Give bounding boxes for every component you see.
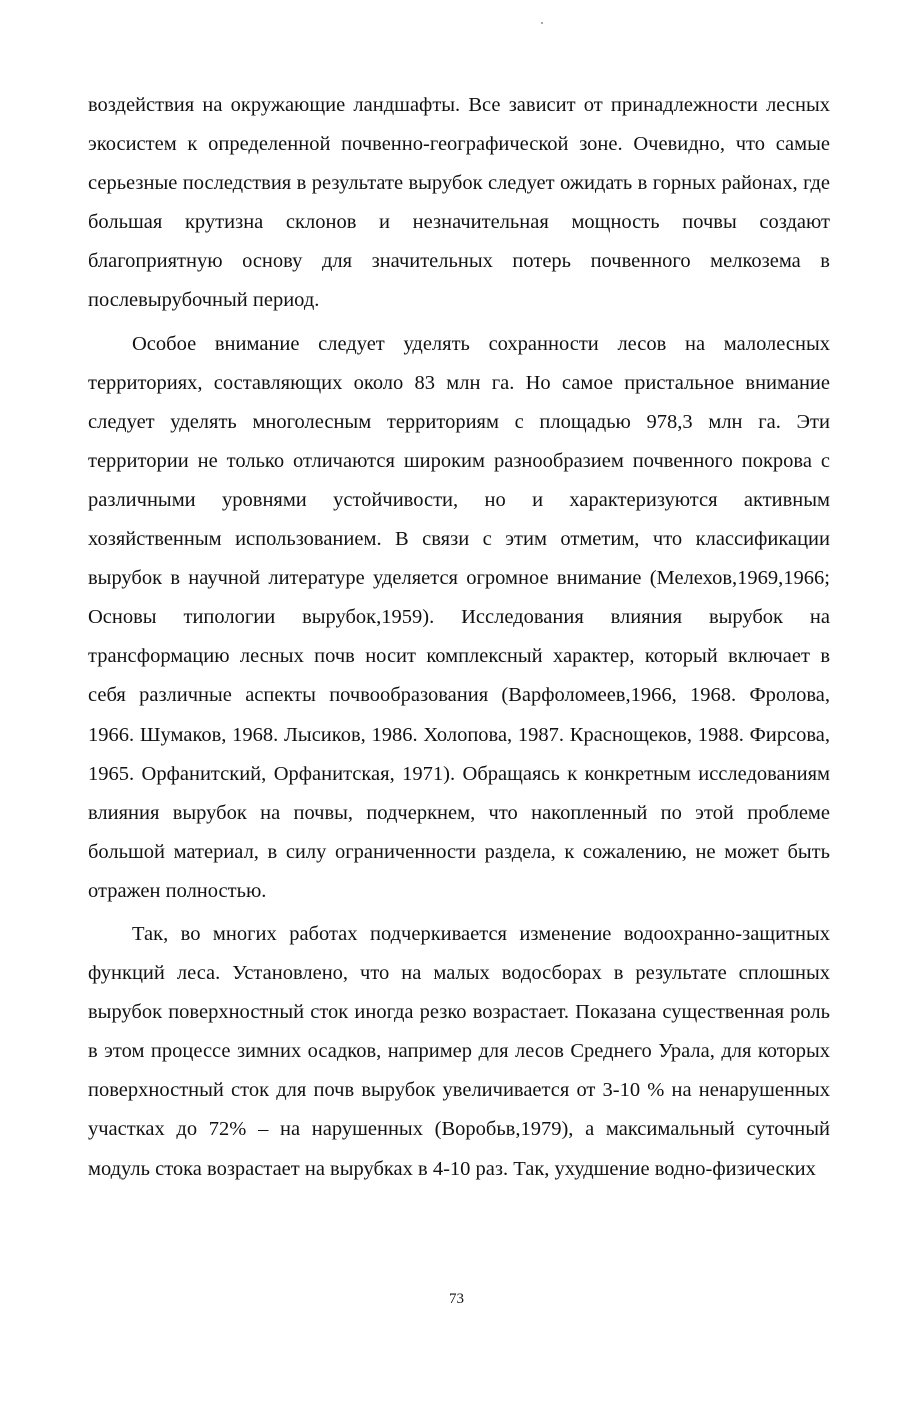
paragraph-3: Так, во многих работах подчеркивается изменение водоохранно-защитных функций леса. Установлено, что на малых водосборах в результате сплошных вырубок поверхностный сток иногда резко возрастает. Показана существенная роль в этом процессе зимних осадков, например для лесов Среднего Урала, для которых поверхностный сток для почв вырубок увеличивается от 3-10 % на ненарушенных участках до 72% – на нарушенных (Воробьв,1979), а максимальный суточный модуль стока возрастает на вырубках в 4-10 раз. Так, ухудшение водно-физических: [88, 922, 830, 1180]
paragraph-2: Особое внимание следует уделять сохранности лесов на малолесных территориях, составляющих около 83 млн га. Но самое пристальное внимание следует уделять многолесным территориям с площадью 978,3 млн га. Эти территории не только отличаются широким разнообразием почвенного покрова с различными уровнями устойчивости, но и характеризуются активным хозяйственным использованием. В связи с этим отметим, что классификации вырубок в научной литературе уделяется огромное внимание (Мелехов,1969,1966; Основы типологии вырубок,1959). Исследования влияния вырубок на трансформацию лесных почв носит комплексный характер, который включает в себя различные аспекты почвообразования (Варфоломеев,1966, 1968. Фролова, 1966. Шумаков, 1968. Лысиков, 1986. Холопова, 1987. Краснощеков, 1988. Фирсова, 1965. Орфанитский, Орфанитская, 1971). Обращаясь к конкретным исследованиям влияния вырубок на почвы, подчеркнем, что накопленный по этой проблеме большой материал, в силу ограниченности раздела, к сожалению, не может быть отражен полностью.: [88, 332, 830, 902]
page-number: 73: [449, 1291, 464, 1307]
scan-speck: [541, 22, 543, 24]
paragraph-1: воздействия на окружающие ландшафты. Все зависит от принадлежности лесных экосистем к определенной почвенно-географической зоне. Очевидно, что самые серьезные последствия в результате вырубок следует ожидать в горных районах, где большая крутизна склонов и незначительная мощность почвы создают благоприятную основу для значительных потерь почвенного мелкозема в послевырубочный период.: [88, 94, 830, 312]
body-text: [88, 86, 830, 1189]
